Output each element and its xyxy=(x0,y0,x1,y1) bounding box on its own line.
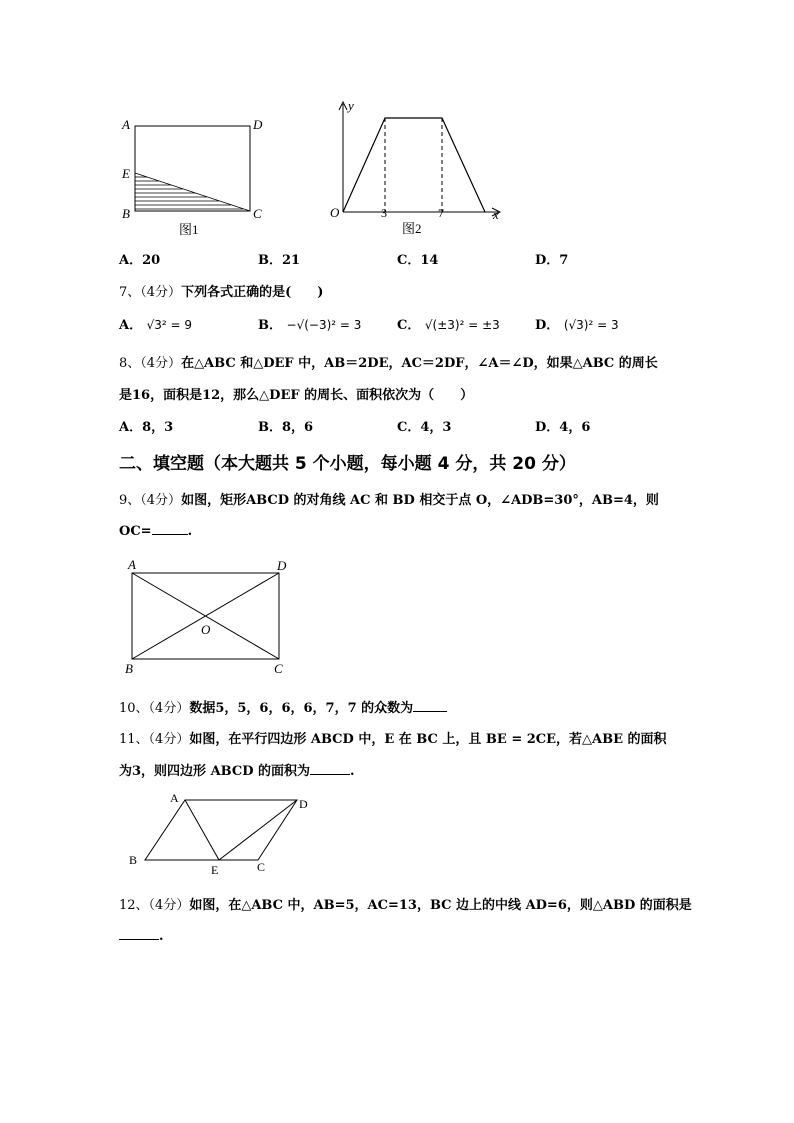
option-letter: C． xyxy=(397,253,421,268)
question-11-line-2 xyxy=(119,760,355,779)
option-text: 21 xyxy=(282,253,301,268)
question-number: 8、 xyxy=(119,356,141,371)
q9-label-b: B xyxy=(125,661,133,676)
option-text: 4，3 xyxy=(420,420,452,435)
q8-option-a[interactable] xyxy=(119,416,173,435)
answer-blank[interactable] xyxy=(119,927,159,940)
question-stem-line-1: 如图，在平行四边形 ABCD 中，E 在 BC 上，且 BE = 2CE，若△ABE 的面积 xyxy=(189,732,667,747)
fig1-label-c: C xyxy=(253,206,262,221)
q6-option-a[interactable] xyxy=(119,249,160,268)
fig1-label-b: B xyxy=(122,206,130,221)
question-11-line-1 xyxy=(119,728,667,747)
q9-label-a: A xyxy=(128,557,136,572)
option-letter: B． xyxy=(258,420,282,435)
answer-blank[interactable] xyxy=(152,522,188,535)
q11-label-a: A xyxy=(170,791,179,805)
q7-option-b[interactable] xyxy=(258,314,361,333)
question-number: 7、 xyxy=(119,285,141,300)
question-9-line-1 xyxy=(119,489,659,508)
q11-label-e: E xyxy=(211,863,219,877)
question-score: （4分） xyxy=(140,356,182,371)
option-letter: B． xyxy=(258,253,282,268)
figure-2-graph-line xyxy=(343,118,485,212)
fig1-caption: 图1 xyxy=(179,222,199,237)
q6-option-d[interactable] xyxy=(535,249,568,268)
option-expression: √3² = 9 xyxy=(146,318,193,332)
fig2-axis-x: x xyxy=(493,207,499,222)
option-letter: D． xyxy=(535,420,560,435)
figure-2-dashed-guides xyxy=(385,118,442,212)
q8-option-c[interactable] xyxy=(397,416,451,435)
q9-label-c: C xyxy=(274,661,283,676)
q9-label-d: D xyxy=(277,558,287,573)
q9-label-o: O xyxy=(201,622,211,637)
question-stem: 数据5，5，6，6，6，7，7 的众数为 xyxy=(189,701,414,716)
fig1-label-e: E xyxy=(122,166,130,181)
question-9-line-2 xyxy=(119,522,192,539)
question-score: （4分） xyxy=(148,732,190,747)
section-2-heading: 二、填空题（本大题共 5 个小题，每小题 4 分，共 20 分） xyxy=(119,454,576,474)
question-12-line-1 xyxy=(119,894,692,913)
option-letter: D． xyxy=(535,253,560,268)
figure-2 xyxy=(320,98,510,240)
figure-1-hatched-triangle xyxy=(135,173,250,211)
q8-option-b[interactable] xyxy=(258,416,313,435)
option-expression: −√(−3)² = 3 xyxy=(286,318,362,332)
q7-option-a[interactable] xyxy=(119,314,192,333)
option-letter: D． xyxy=(535,318,560,333)
question-stem-line-1: 如图，在△ABC 中，AB=5，AC=13，BC 边上的中线 AD=6，则△ABD 的面积是 xyxy=(189,898,692,913)
question-8-line-2 xyxy=(119,384,473,403)
question-end-punct: . xyxy=(159,929,164,944)
question-stem-line-1: 如图，矩形ABCD 的对角线 AC 和 BD 相交于点 O，∠ADB=30°，AB=4，则 xyxy=(181,493,659,508)
figure-q11-parallelogram xyxy=(125,788,320,878)
question-number: 10、 xyxy=(119,701,149,716)
fig1-label-d: D xyxy=(253,117,263,132)
option-text: 20 xyxy=(142,253,161,268)
option-text: 8，3 xyxy=(142,420,174,435)
question-end-punct: . xyxy=(187,524,193,539)
q9-rectangle-shape xyxy=(132,573,279,659)
option-text: 14 xyxy=(420,253,439,268)
question-end-punct: . xyxy=(350,764,355,779)
option-letter: B． xyxy=(258,318,282,333)
q6-option-b[interactable] xyxy=(258,249,300,268)
option-letter: C． xyxy=(397,420,421,435)
q7-option-c[interactable] xyxy=(397,314,500,333)
answer-blank[interactable] xyxy=(413,699,447,712)
question-score: （4分） xyxy=(140,493,182,508)
figure-q9-rectangle xyxy=(122,556,294,678)
question-stem-line-2: 是16，面积是12，那么△DEF 的周长、面积依次为（ ） xyxy=(119,388,474,403)
question-12-line-2 xyxy=(119,927,164,944)
option-text: 7 xyxy=(559,253,569,268)
fig2-axis-y: y xyxy=(348,98,354,113)
figure-2-axes xyxy=(339,102,500,216)
q8-option-d[interactable] xyxy=(535,416,590,435)
figure-1 xyxy=(115,112,275,240)
question-8-line-1 xyxy=(119,352,658,371)
option-expression: (√3)² = 3 xyxy=(563,318,619,332)
question-number: 12、 xyxy=(119,898,149,913)
option-text: 4，6 xyxy=(559,420,591,435)
figure-1-rectangle xyxy=(135,126,250,211)
option-letter: C． xyxy=(397,318,421,333)
question-7 xyxy=(119,281,323,300)
fig2-caption: 图2 xyxy=(402,221,422,236)
question-stem-line-1: 在△ABC 和△DEF 中，AB＝2DE，AC＝2DF，∠A＝∠D，如果△ABC 的周长 xyxy=(181,356,658,371)
option-letter: A． xyxy=(119,318,143,333)
fig1-label-a: A xyxy=(122,117,130,132)
option-letter: A． xyxy=(119,253,143,268)
q11-label-c: C xyxy=(257,860,266,874)
question-stem-line-2: OC= xyxy=(119,524,152,539)
option-expression: √(±3)² = ±3 xyxy=(424,318,500,332)
q11-label-b: B xyxy=(129,853,138,867)
option-letter: A． xyxy=(119,420,143,435)
q6-option-c[interactable] xyxy=(397,249,438,268)
fig2-tick-3: 3 xyxy=(381,206,387,220)
q11-label-d: D xyxy=(299,797,308,811)
question-10 xyxy=(119,697,447,716)
question-number: 9、 xyxy=(119,493,141,508)
q7-option-d[interactable] xyxy=(535,314,619,333)
question-score: （4分） xyxy=(140,285,182,300)
question-stem-line-2: 为3，则四边形 ABCD 的面积为 xyxy=(119,764,311,779)
fig2-tick-7: 7 xyxy=(438,206,444,220)
question-stem: 下列各式正确的是( ) xyxy=(181,285,324,300)
option-text: 8，6 xyxy=(282,420,314,435)
q11-parallelogram-shape xyxy=(145,800,297,860)
fig2-origin: O xyxy=(330,205,340,220)
question-score: （4分） xyxy=(148,701,190,716)
question-score: （4分） xyxy=(148,898,190,913)
answer-blank[interactable] xyxy=(310,762,350,775)
question-number: 11、 xyxy=(119,732,149,747)
